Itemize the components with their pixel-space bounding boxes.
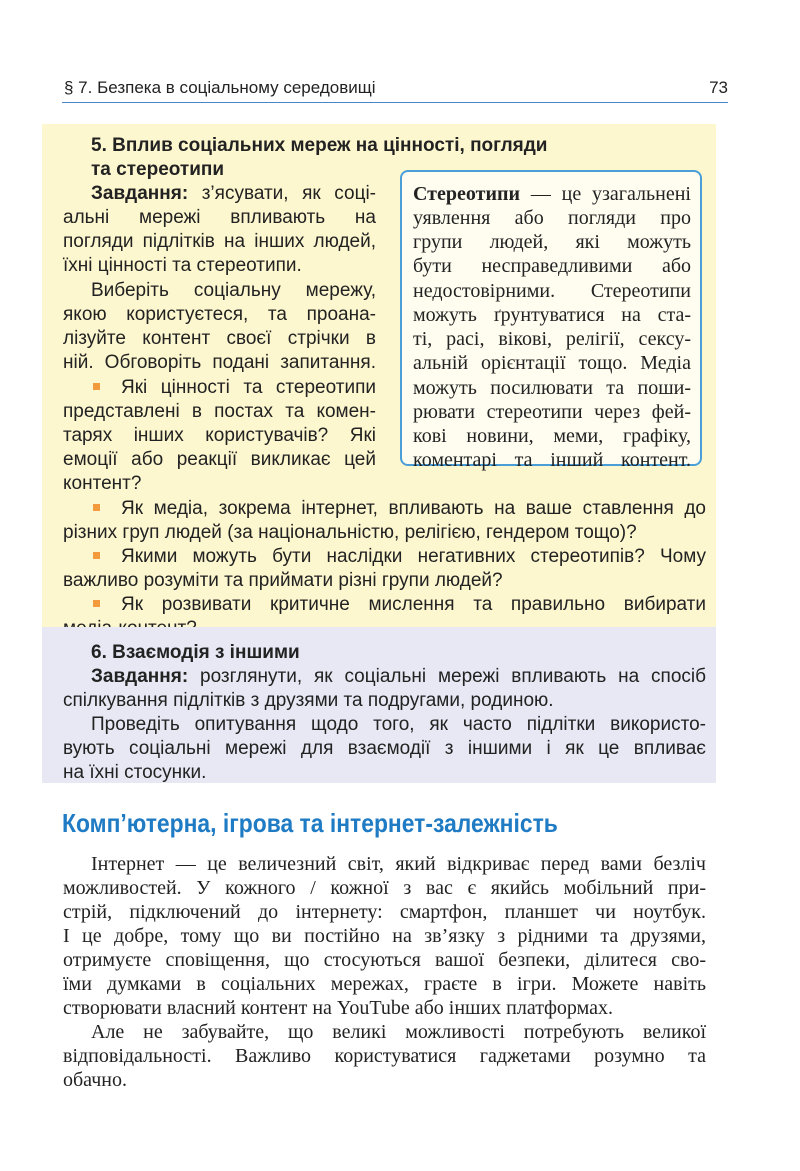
section-5-para-line-4: ній. Обговоріть подані запитання. bbox=[63, 352, 376, 373]
main-para-1-line-5: отримуєте сповіщення, що стосуються вашої безпеки, ділитеся сво- bbox=[63, 949, 706, 971]
definition-line: недостовірними. Стереотипи bbox=[413, 280, 691, 302]
bullet-3-line-1: Якими можуть бути наслідки негативних стереотипів? Чому bbox=[121, 546, 706, 567]
section-5-task-line-4: їхні цінності та стереотипи. bbox=[63, 255, 302, 276]
main-para-1-line-1: Інтернет — це величезний світ, який відкриває перед вами безліч bbox=[91, 853, 706, 875]
task-label: Завдання: bbox=[91, 666, 189, 687]
section-5-task-line-2: альні мережі впливають на bbox=[63, 207, 376, 228]
section-5-heading-line-2: та стереотипи bbox=[91, 159, 225, 180]
definition-line: групи людей, які можуть bbox=[413, 231, 691, 253]
main-para-1-line-2: можливостей. У кожного / кожної з вас є якийсь мобільний при- bbox=[63, 877, 706, 899]
section-6-para-line-3: на їхні стосунки. bbox=[63, 762, 207, 783]
bullet-1-line-1: Які цінності та стереотипи bbox=[121, 377, 376, 398]
section-5-task: Завдання: з’ясувати, як соці- bbox=[91, 183, 376, 204]
main-para-2-line-3: обачно. bbox=[63, 1069, 128, 1091]
bullet-1-line-5: контент? bbox=[63, 473, 142, 494]
section-5-para-line-2: якою користуєтеся, та проана- bbox=[63, 304, 376, 325]
running-header bbox=[62, 78, 728, 103]
definition-line: бути несправедливими або bbox=[413, 255, 691, 277]
definition-line: альній орієнтації тощо. Медіа bbox=[413, 352, 691, 374]
bullet-marker bbox=[93, 504, 100, 511]
section-5-para-line-3: лізуйте контент своєї стрічки в bbox=[63, 328, 376, 349]
definition-line: можуть ґрунтуватися на ста- bbox=[413, 304, 691, 326]
definition-line: рювати стереотипи через фей- bbox=[413, 401, 691, 423]
bullet-1-line-3: тарях інших користувачів? Які bbox=[63, 425, 376, 446]
page-number: 73 bbox=[709, 78, 728, 97]
section-5-task-line-3: погляди підлітків на інших людей, bbox=[63, 231, 376, 252]
main-heading: Комп’ютерна, ігрова та інтернет-залежність bbox=[62, 808, 558, 838]
section-6-heading: 6. Взаємодія з іншими bbox=[91, 642, 300, 663]
section-6-task-line-1: Завдання: розглянути, як соціальні мережі впливають на спосіб bbox=[91, 666, 706, 687]
definition-line: ті, расі, вікові, релігії, сексу- bbox=[413, 328, 691, 350]
section-6-task-line-2: спілкування підлітків з друзями та подругами, родиною. bbox=[63, 690, 554, 711]
task-label: Завдання: bbox=[91, 183, 189, 204]
definition-term: Стереотипи bbox=[413, 183, 521, 205]
running-header-title: § 7. Безпека в соціальному середовищі bbox=[64, 78, 376, 97]
bullet-4-line-1: Як розвивати критичне мислення та правильно вибирати bbox=[121, 594, 706, 615]
main-para-2-line-1: Але не забувайте, що великі можливості потребують великої bbox=[91, 1021, 706, 1043]
definition-line-1: Стереотипи — це узагальнені bbox=[413, 183, 691, 205]
bullet-1-line-2: представлені в постах та комен- bbox=[63, 401, 376, 422]
bullet-marker bbox=[93, 552, 100, 559]
bullet-1-line-4: емоції або реакції викликає цей bbox=[63, 449, 376, 470]
definition-line: можуть посилювати та поши- bbox=[413, 377, 691, 399]
section-6-para-line-1: Проведіть опитування щодо того, як часто підлітки використо- bbox=[91, 714, 706, 735]
definition-line: коментарі та інший контент. bbox=[413, 449, 691, 471]
section-5-para-line-1: Виберіть соціальну мережу, bbox=[91, 280, 376, 301]
section-6-para-line-2: вують соціальні мережі для взаємодії з іншими і як це впливає bbox=[63, 738, 706, 759]
bullet-3-line-2: важливо розуміти та приймати різні групи людей? bbox=[63, 570, 503, 591]
main-para-1-line-3: стрій, підключений до інтернету: смартфон, планшет чи ноутбук. bbox=[63, 901, 706, 923]
definition-line: уявлення або погляди про bbox=[413, 207, 691, 229]
main-para-2-line-2: відповідальності. Важливо користуватися гаджетами розумно та bbox=[63, 1045, 706, 1067]
main-para-1-line-7: створювати власний контент на YouTube або інших платформах. bbox=[63, 997, 613, 1019]
bullet-marker bbox=[93, 600, 100, 607]
main-para-1-line-4: І це добре, тому що ви постійно на зв’язку з рідними та друзями, bbox=[63, 925, 706, 947]
bullet-2-line-1: Як медіа, зокрема інтернет, впливають на ваше ставлення до bbox=[121, 498, 706, 519]
definition-line: кові новини, меми, графіку, bbox=[413, 425, 691, 447]
section-5-heading-line-1: 5. Вплив соціальних мереж на цінності, погляди bbox=[91, 135, 548, 156]
bullet-2-line-2: різних груп людей (за національністю, релігією, гендером тощо)? bbox=[63, 522, 637, 543]
main-para-1-line-6: їми думками в соціальних мережах, граєте в ігри. Можете навіть bbox=[63, 973, 706, 995]
bullet-marker bbox=[93, 383, 100, 390]
